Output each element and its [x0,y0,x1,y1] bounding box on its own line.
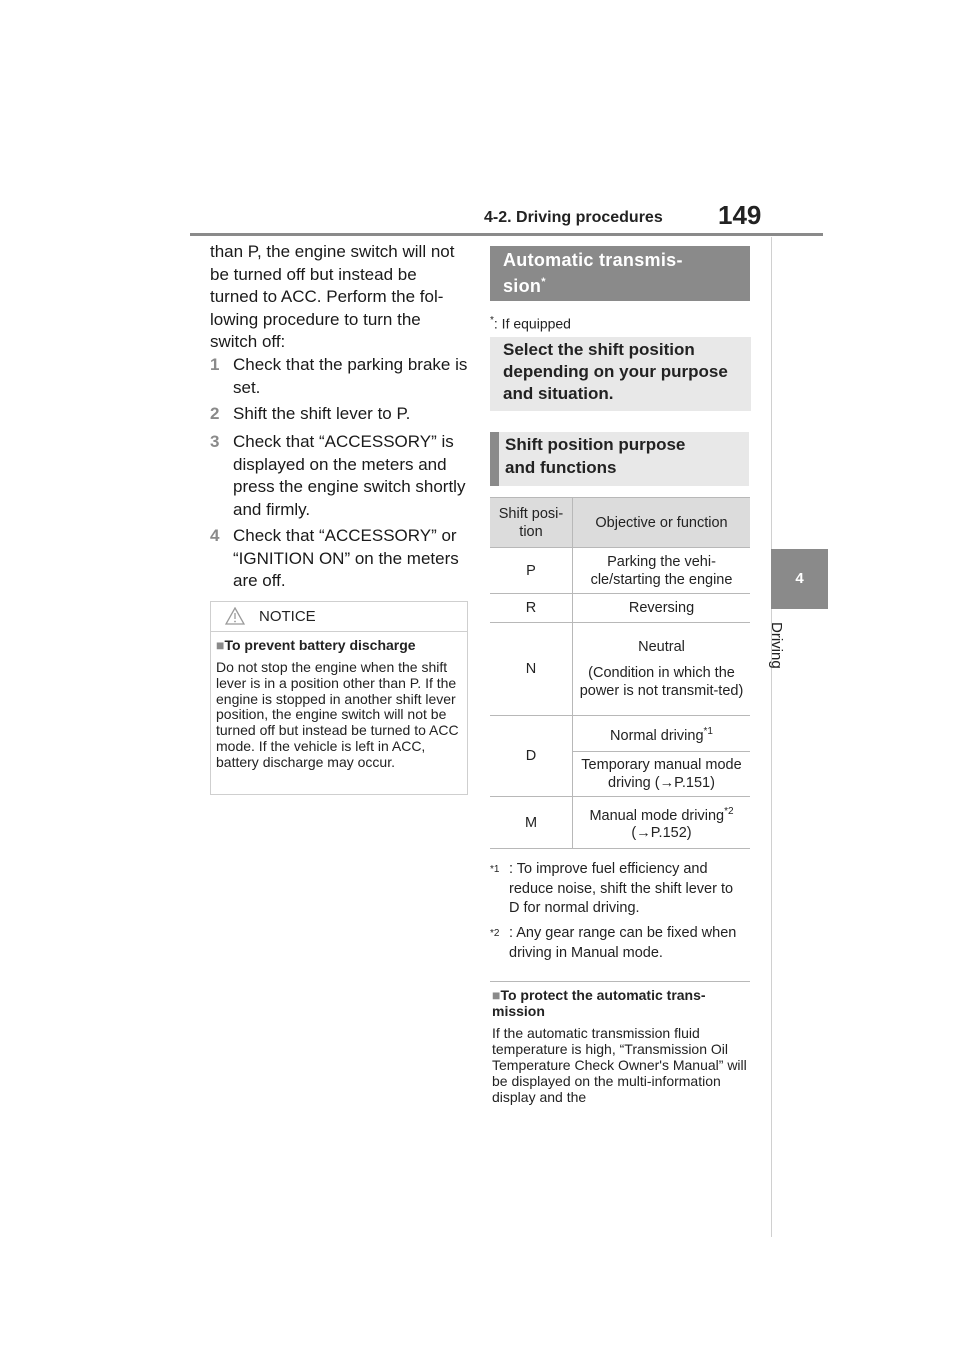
shift-position-table [490,497,750,849]
footnote-text: : Any gear range can be fixed when driving in Manual mode. [509,925,737,961]
footnote-sup: *2 [490,928,500,939]
step-2 [210,403,470,426]
position-cell: N [490,623,573,716]
function-text-line: Manual mode driving [589,807,725,824]
function-text: (Condition in which the power is not transmit-ted) [579,665,744,699]
header-divider [190,233,823,236]
side-divider [771,237,772,1237]
footnote-1 [490,860,745,919]
step-text: Check that “ACCESSORY” or “IGNITION ON” on the meters are off. [233,526,459,590]
intro-paragraph: than P, the engine switch will not be turned off but instead be turned to ACC. Perform the fol-lowing procedure to turn the switch off: [210,242,455,351]
divider [490,981,750,982]
function-cell: Reversing [573,594,751,623]
step-3 [210,431,470,521]
chapter-label: Driving [768,622,785,669]
title-line-1: Automatic transmis- [503,250,683,270]
position-cell: D [490,716,573,797]
notice-header [211,602,467,632]
title-line-2: sion [503,276,542,296]
title-asterisk: * [541,276,546,288]
section-title: 4-2. Driving procedures [484,209,663,226]
warning-icon [225,607,245,625]
position-cell: P [490,548,573,594]
function-text: Normal driving [610,727,704,744]
chapter-tab[interactable]: 4 [771,549,828,609]
step-text: Shift the shift lever to P. [233,404,411,423]
step-1 [210,354,470,399]
square-bullet-icon: ■ [492,987,501,1003]
notice-box [210,601,468,795]
footnote-2 [490,924,745,963]
intro-box: Select the shift position depending on your purpose and situation. [490,337,751,411]
step-number: 4 [210,526,220,545]
subsection-heading [490,432,749,486]
section-heading-automatic-transmission [490,246,750,301]
equip-note-text: : If equipped [493,315,571,332]
heading-line-1: Shift position purpose [505,435,686,454]
position-cell: R [490,594,573,623]
footnote-mark [490,860,499,884]
protect-body: If the automatic transmission fluid temperature is high, “Transmission Oil Temperature Check Owner's Manual” will be displayed on the multi-information display and the [492,1025,747,1105]
function-text [575,803,748,825]
function-cell: Parking the vehi-cle/starting the engine [573,548,751,594]
step-4 [210,525,470,593]
footnote-sup: *1 [490,864,500,875]
footnote-ref: *2 [724,805,734,817]
equip-asterisk: * [490,315,494,326]
heading-line-2: and functions [505,458,617,477]
step-number: 2 [210,404,220,423]
position-cell: M [490,797,573,849]
equipment-note [490,315,571,332]
footnote-text: : To improve fuel efficiency and reduce noise, shift the shift lever to D for normal driving. [509,861,734,916]
protect-heading-text: To protect the automatic trans-mission [492,987,706,1019]
function-text: (→P.152) [631,825,692,842]
protect-heading [492,987,747,1019]
table-header-row [490,498,750,548]
page-number: 149 [718,200,762,230]
column-header-function: Objective or function [573,498,751,548]
table-row [490,623,750,716]
footnote-ref: *1 [703,725,713,737]
step-text: Check that the parking brake is set. [233,355,468,397]
table-row [490,594,750,623]
function-cell [573,623,751,716]
function-cell [573,716,751,752]
notice-subtitle [216,637,416,653]
table-row [490,797,750,849]
notice-subtitle-text: To prevent battery discharge [224,637,416,653]
notice-title: NOTICE [259,608,316,625]
step-number: 3 [210,432,220,451]
function-cell [573,797,751,849]
step-number: 1 [210,355,220,374]
function-text: Neutral [638,639,685,655]
function-cell: Temporary manual mode driving (→P.151) [573,752,751,797]
column-header-position: Shift posi-tion [490,498,573,548]
table-row [490,716,750,752]
footnote-mark [490,924,499,948]
step-text: Check that “ACCESSORY” is displayed on the meters and press the engine switch shortly and firmly. [233,432,466,519]
notice-body: Do not stop the engine when the shift lever is in a position other than P. If the engine is stopped in another shift lever position, the engine switch will not be turned off but instead be turned to ACC mode. If the vehicle is left in ACC, battery discharge may occur. [216,659,459,770]
square-bullet-icon: ■ [216,637,225,653]
table-row [490,548,750,594]
